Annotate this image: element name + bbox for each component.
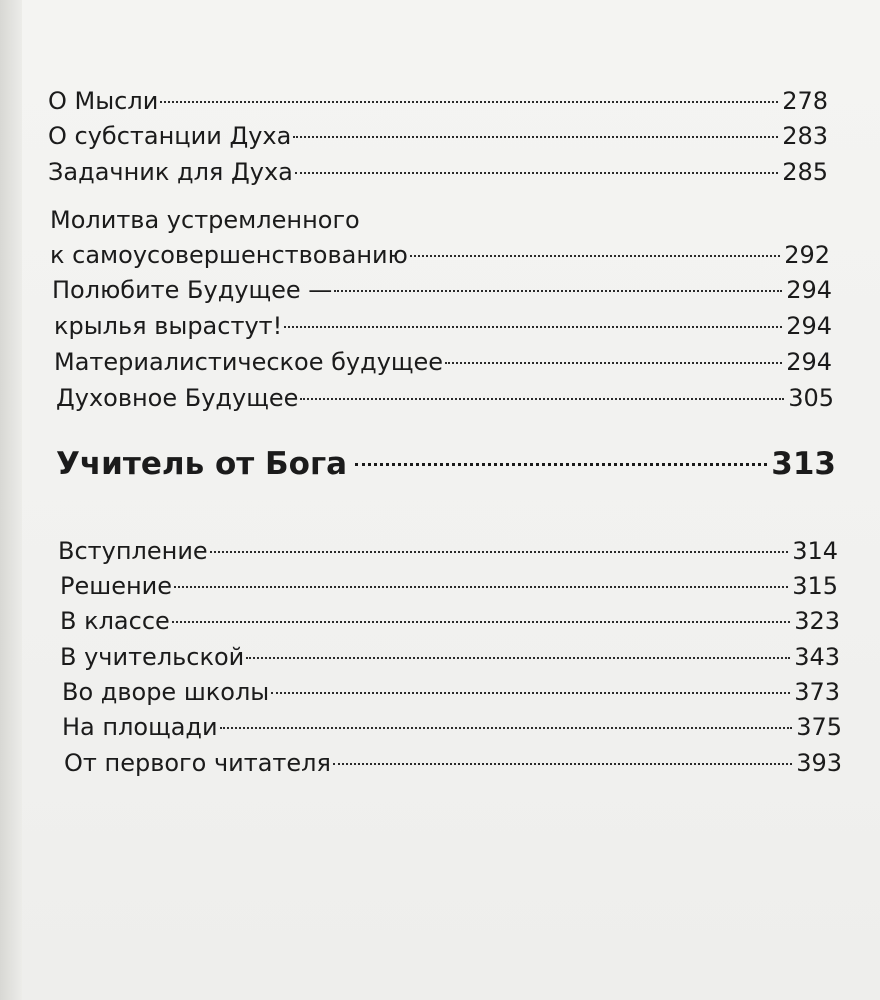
toc-section-page: 313: [771, 446, 836, 482]
toc-entry-page: 285: [782, 158, 828, 186]
toc-section-title: Учитель от Бога: [56, 446, 348, 482]
toc-leader-dots: [284, 326, 782, 328]
toc-entry-page: 375: [796, 713, 842, 741]
toc-leader-dots: [271, 692, 790, 694]
toc-entry-title: Материалистическое будущее: [54, 348, 444, 376]
toc-entry[interactable]: [62, 710, 842, 744]
toc-entry[interactable]: [50, 203, 830, 237]
toc-leader-dots: [355, 463, 767, 466]
toc-entry[interactable]: [48, 155, 828, 189]
toc-entry[interactable]: [64, 746, 842, 780]
toc-leader-dots: [172, 621, 790, 623]
page-edge-shadow: [0, 0, 22, 1000]
toc-leader-dots: [210, 551, 788, 553]
toc-entry[interactable]: [60, 640, 840, 674]
toc-entry-page: 278: [782, 87, 828, 115]
toc-entry-title: Во дворе школы: [62, 678, 270, 706]
toc-entry-page: 292: [784, 241, 830, 269]
toc-entry-title: Полюбите Будущее —: [52, 276, 333, 304]
toc-entry-title: Решение: [60, 572, 173, 600]
toc-entry-title: На площади: [62, 713, 218, 741]
toc-leader-dots: [445, 362, 782, 364]
toc-entry[interactable]: [48, 119, 828, 153]
toc-leader-dots: [160, 101, 778, 103]
toc-entry-page: 283: [782, 122, 828, 150]
toc-leader-dots: [220, 727, 793, 729]
toc-entry-title: О субстанции Духа: [48, 122, 292, 150]
toc-leader-dots: [295, 172, 778, 174]
toc-section-heading[interactable]: [56, 444, 836, 484]
toc-entry-title: Задачник для Духа: [48, 158, 293, 186]
toc-leader-dots: [174, 586, 788, 588]
toc-entry-title: крылья вырастут!: [54, 312, 283, 340]
toc-leader-dots: [333, 763, 792, 765]
toc-entry-page: 373: [794, 678, 840, 706]
toc-entry[interactable]: [52, 273, 832, 307]
toc-entry-title: Вступление: [58, 537, 208, 565]
toc-entry-page: 294: [786, 312, 832, 340]
toc-entry-title: В классе: [60, 607, 170, 635]
toc-leader-dots: [300, 398, 784, 400]
toc-entry[interactable]: [56, 381, 834, 415]
toc-entry-title: От первого читателя: [64, 749, 331, 777]
toc-entry-page: 305: [788, 384, 834, 412]
toc-entry[interactable]: [54, 345, 832, 379]
toc-entry[interactable]: [50, 238, 830, 272]
toc-leader-dots: [293, 136, 778, 138]
toc-entry[interactable]: [62, 675, 840, 709]
toc-entry-page: 323: [794, 607, 840, 635]
toc-entry[interactable]: [60, 604, 840, 638]
toc-entry-page: 315: [792, 572, 838, 600]
toc-entry[interactable]: [48, 84, 828, 118]
toc-entry[interactable]: [60, 569, 838, 603]
toc-leader-dots: [410, 255, 780, 257]
toc-entry-page: 343: [794, 643, 840, 671]
toc-entry-title: В учительской: [60, 643, 245, 671]
toc-entry-title: к самоусовершенствованию: [50, 241, 408, 269]
toc-entry-page: 393: [796, 749, 842, 777]
toc-leader-dots: [246, 657, 790, 659]
toc-entry-page: 294: [786, 348, 832, 376]
toc-entry[interactable]: [54, 309, 832, 343]
toc-entry-title: Духовное Будущее: [56, 384, 299, 412]
toc-entry-title: Молитва устремленного: [50, 206, 360, 234]
toc-entry-title: О Мысли: [48, 87, 159, 115]
toc-leader-dots: [334, 290, 782, 292]
toc-entry-page: 314: [792, 537, 838, 565]
toc-entry-page: 294: [786, 276, 832, 304]
toc-entry[interactable]: [58, 534, 838, 568]
